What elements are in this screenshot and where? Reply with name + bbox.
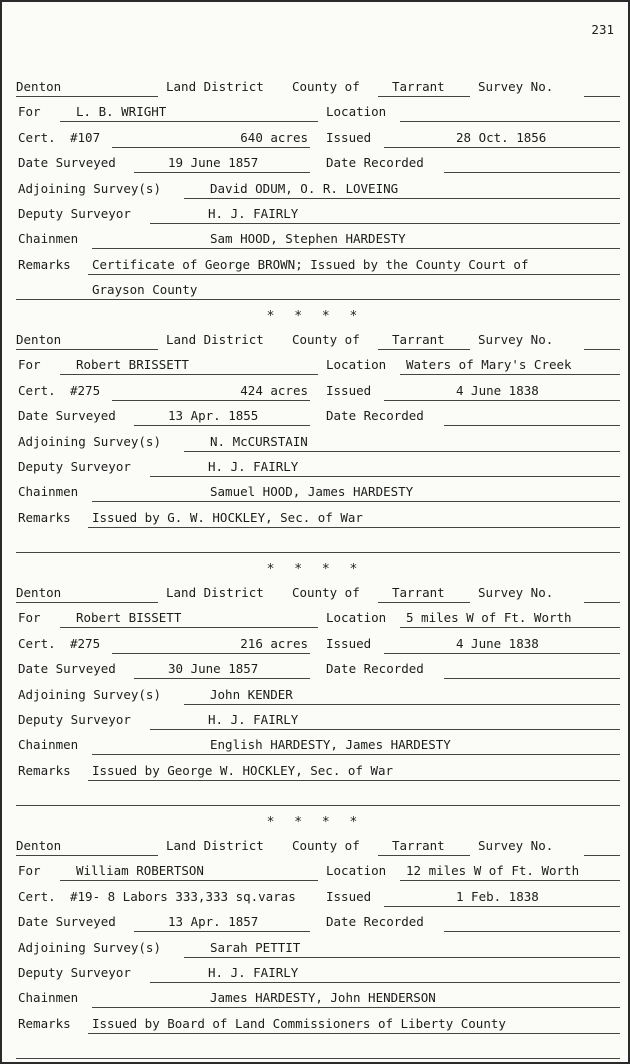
record-row — [16, 761, 620, 781]
county-field — [378, 837, 470, 856]
remarks-continuation-field-value: Grayson County — [92, 282, 198, 298]
chainmen-label: Chainmen — [18, 737, 79, 753]
location-label: Location — [326, 610, 387, 626]
remarks-field — [88, 256, 620, 275]
record-row — [16, 1014, 620, 1034]
record-row — [16, 988, 620, 1008]
grantee-field-value: Robert BRISSETT — [76, 357, 189, 373]
chainmen-field — [92, 989, 620, 1008]
adjoining-label: Adjoining Survey(s) — [18, 686, 161, 702]
record-row — [16, 963, 620, 983]
grantee-field-value: Robert BISSETT — [76, 610, 182, 626]
record-row — [16, 381, 620, 401]
date-surveyed-label: Date Surveyed — [18, 914, 116, 930]
issued-label: Issued — [326, 635, 372, 651]
date-surveyed-field — [134, 407, 310, 426]
record-row — [16, 533, 620, 553]
date-surveyed-field-value: 13 Apr. 1857 — [168, 914, 259, 930]
date-surveyed-field-value: 13 Apr. 1855 — [168, 408, 259, 424]
record-row — [16, 482, 620, 502]
for-label: For — [18, 357, 41, 373]
chainmen-label: Chainmen — [18, 990, 79, 1006]
land-district-field — [16, 78, 158, 97]
cert-number: #107 — [70, 129, 101, 145]
grantee-field — [60, 356, 318, 375]
land-district-field-value: Denton — [16, 332, 62, 347]
record-row — [16, 179, 620, 199]
remarks-continuation-field — [16, 281, 620, 300]
record-row — [16, 153, 620, 173]
remarks-continuation-field — [16, 1040, 620, 1059]
remarks-label: Remarks — [18, 762, 71, 778]
record-row — [16, 887, 620, 907]
record-row — [16, 1039, 620, 1059]
county-of-label: County of — [292, 838, 360, 853]
record-row — [16, 280, 620, 300]
record-row — [16, 255, 620, 275]
survey-no-label: Survey No. — [478, 79, 554, 94]
adjoining-field — [184, 939, 620, 958]
land-district-field-value: Denton — [16, 79, 62, 94]
date-surveyed-field-value: 30 June 1857 — [168, 661, 259, 677]
remarks-continuation-field — [16, 787, 620, 806]
survey-record — [2, 583, 628, 823]
issued-label: Issued — [326, 888, 372, 904]
date-surveyed-label: Date Surveyed — [18, 408, 116, 424]
remarks-field — [88, 762, 620, 781]
adjoining-field-value: John KENDER — [210, 686, 293, 702]
date-recorded-label: Date Recorded — [326, 408, 424, 424]
issued-label: Issued — [326, 129, 372, 145]
cert-number: #275 — [70, 635, 101, 651]
chainmen-field — [92, 483, 620, 502]
survey-record — [2, 836, 628, 1064]
chainmen-field-value: Samuel HOOD, James HARDESTY — [210, 484, 414, 500]
issued-field — [384, 888, 620, 907]
issued-field — [384, 129, 620, 148]
date-recorded-label: Date Recorded — [326, 914, 424, 930]
record-row — [16, 634, 620, 654]
county-field — [378, 78, 470, 97]
issued-field-value: 1 Feb. 1838 — [456, 888, 539, 904]
adjoining-field — [184, 433, 620, 452]
remarks-label: Remarks — [18, 256, 71, 272]
record-row — [16, 861, 620, 881]
issued-field — [384, 635, 620, 654]
cert-number: #275 — [70, 382, 101, 398]
remarks-field-value: Issued by G. W. HOCKLEY, Sec. of War — [92, 509, 363, 525]
survey-record — [2, 77, 628, 317]
survey-no-field — [584, 78, 620, 97]
deputy-surveyor-label: Deputy Surveyor — [18, 206, 131, 221]
chainmen-field — [92, 736, 620, 755]
county-of-label: County of — [292, 79, 360, 94]
chainmen-label: Chainmen — [18, 231, 79, 247]
record-row — [16, 128, 620, 148]
county-of-label: County of — [292, 585, 360, 600]
deputy-surveyor-field-value: H. J. FAIRLY — [208, 459, 299, 474]
location-label: Location — [326, 357, 387, 373]
date-recorded-field — [444, 407, 620, 426]
record-separator: * * * * — [266, 562, 364, 577]
adjoining-field-value: Sarah PETTIT — [210, 939, 301, 955]
land-district-label: Land District — [166, 585, 264, 600]
land-district-field-value: Denton — [16, 838, 62, 853]
land-district-field — [16, 584, 158, 603]
remarks-label: Remarks — [18, 1015, 71, 1031]
survey-no-field — [584, 331, 620, 350]
chainmen-field-value: English HARDESTY, James HARDESTY — [210, 737, 451, 753]
record-row — [16, 229, 620, 249]
adjoining-field-value: N. McCURSTAIN — [210, 433, 308, 449]
remarks-field-value: Issued by Board of Land Commissioners of Liberty County — [92, 1015, 506, 1031]
remarks-label: Remarks — [18, 509, 71, 525]
land-district-field — [16, 837, 158, 856]
record-row — [16, 508, 620, 528]
record-row — [16, 659, 620, 679]
acres-field — [112, 635, 310, 654]
adjoining-label: Adjoining Survey(s) — [18, 939, 161, 955]
chainmen-field — [92, 230, 620, 249]
record-row — [16, 685, 620, 705]
issued-label: Issued — [326, 382, 372, 398]
acres-field-value: 424 acres — [240, 382, 308, 398]
grantee-field — [60, 862, 318, 881]
chainmen-field-value: James HARDESTY, John HENDERSON — [210, 990, 436, 1006]
chainmen-label: Chainmen — [18, 484, 79, 500]
record-row — [16, 608, 620, 628]
record-row — [16, 432, 620, 452]
location-label: Location — [326, 104, 387, 120]
location-field — [400, 103, 620, 122]
location-label: Location — [326, 863, 387, 879]
survey-no-field — [584, 837, 620, 856]
adjoining-label: Adjoining Survey(s) — [18, 180, 161, 196]
record-row — [16, 457, 620, 477]
record-row — [16, 102, 620, 122]
date-surveyed-label: Date Surveyed — [18, 661, 116, 677]
cert-label: Cert. — [18, 129, 56, 145]
record-row — [16, 912, 620, 932]
adjoining-field — [184, 180, 620, 199]
record-row — [16, 77, 620, 97]
remarks-field-value: Issued by George W. HOCKLEY, Sec. of War — [92, 762, 394, 778]
cert-label: Cert. — [18, 888, 56, 904]
remarks-field-value: Certificate of George BROWN; Issued by the County Court of — [92, 256, 529, 272]
record-row — [16, 735, 620, 755]
record-separator: * * * * — [266, 815, 364, 830]
deputy-surveyor-field-value: H. J. FAIRLY — [208, 206, 299, 221]
land-district-label: Land District — [166, 332, 264, 347]
location-field-value: 5 miles W of Ft. Worth — [406, 610, 572, 626]
survey-no-label: Survey No. — [478, 585, 554, 600]
county-field-value: Tarrant — [392, 585, 445, 600]
survey-no-label: Survey No. — [478, 332, 554, 347]
for-label: For — [18, 863, 41, 879]
cert-label: Cert. — [18, 635, 56, 651]
adjoining-field-value: David ODUM, O. R. LOVEING — [210, 180, 399, 196]
grantee-field-value: William ROBERTSON — [76, 863, 204, 879]
land-district-label: Land District — [166, 838, 264, 853]
adjoining-field — [184, 686, 620, 705]
survey-record — [2, 330, 628, 570]
cert-number: #19- 8 Labors 333,333 sq.varas — [70, 888, 296, 904]
page-number: 231 — [591, 22, 614, 37]
land-district-field — [16, 331, 158, 350]
location-field — [400, 356, 620, 375]
grantee-field-value: L. B. WRIGHT — [76, 104, 167, 120]
date-recorded-label: Date Recorded — [326, 155, 424, 171]
date-surveyed-field — [134, 913, 310, 932]
date-surveyed-label: Date Surveyed — [18, 155, 116, 171]
chainmen-field-value: Sam HOOD, Stephen HARDESTY — [210, 231, 406, 247]
land-district-field-value: Denton — [16, 585, 62, 600]
record-row — [16, 204, 620, 224]
location-field — [400, 609, 620, 628]
location-field — [400, 862, 620, 881]
record-separator: * * * * — [266, 309, 364, 324]
deputy-surveyor-field — [150, 458, 620, 477]
location-field-value: 12 miles W of Ft. Worth — [406, 863, 580, 879]
grantee-field — [60, 103, 318, 122]
location-field-value: Waters of Mary's Creek — [406, 357, 572, 373]
county-field-value: Tarrant — [392, 838, 445, 853]
deputy-surveyor-field-value: H. J. FAIRLY — [208, 712, 299, 727]
record-row — [16, 406, 620, 426]
record-row — [16, 786, 620, 806]
county-field — [378, 331, 470, 350]
deputy-surveyor-label: Deputy Surveyor — [18, 712, 131, 727]
remarks-field — [88, 1015, 620, 1034]
record-row — [16, 836, 620, 856]
record-row — [16, 330, 620, 350]
county-field — [378, 584, 470, 603]
date-surveyed-field — [134, 154, 310, 173]
survey-no-label: Survey No. — [478, 838, 554, 853]
deputy-surveyor-field — [150, 205, 620, 224]
county-field-value: Tarrant — [392, 79, 445, 94]
date-recorded-field — [444, 660, 620, 679]
date-recorded-field — [444, 154, 620, 173]
acres-field — [112, 129, 310, 148]
cert-label: Cert. — [18, 382, 56, 398]
issued-field — [384, 382, 620, 401]
for-label: For — [18, 610, 41, 626]
deputy-surveyor-field — [150, 711, 620, 730]
deputy-surveyor-label: Deputy Surveyor — [18, 965, 131, 980]
survey-no-field — [584, 584, 620, 603]
remarks-continuation-field — [16, 534, 620, 553]
date-surveyed-field — [134, 660, 310, 679]
issued-field-value: 4 June 1838 — [456, 635, 539, 651]
land-district-label: Land District — [166, 79, 264, 94]
acres-field-value: 216 acres — [240, 635, 308, 651]
acres-field-value: 640 acres — [240, 129, 308, 145]
date-surveyed-field-value: 19 June 1857 — [168, 155, 259, 171]
county-field-value: Tarrant — [392, 332, 445, 347]
record-row — [16, 355, 620, 375]
adjoining-label: Adjoining Survey(s) — [18, 433, 161, 449]
deputy-surveyor-label: Deputy Surveyor — [18, 459, 131, 474]
record-row — [16, 583, 620, 603]
deputy-surveyor-field — [150, 964, 620, 983]
deputy-surveyor-field-value: H. J. FAIRLY — [208, 965, 299, 980]
date-recorded-label: Date Recorded — [326, 661, 424, 677]
record-row — [16, 938, 620, 958]
issued-field-value: 4 June 1838 — [456, 382, 539, 398]
acres-field — [112, 382, 310, 401]
remarks-field — [88, 509, 620, 528]
county-of-label: County of — [292, 332, 360, 347]
issued-field-value: 28 Oct. 1856 — [456, 129, 547, 145]
for-label: For — [18, 104, 41, 120]
grantee-field — [60, 609, 318, 628]
record-row — [16, 710, 620, 730]
date-recorded-field — [444, 913, 620, 932]
